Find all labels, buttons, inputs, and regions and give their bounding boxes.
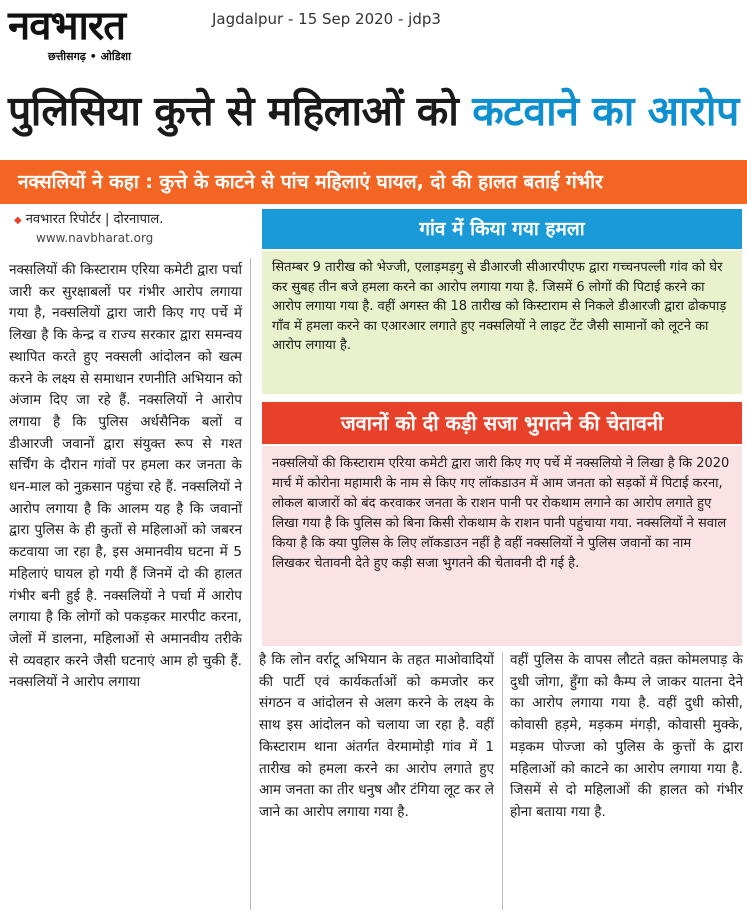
newspaper-logo: नवभारत: [8, 2, 126, 49]
article-column-3: वहीं पुलिस के वापस लौटते वक़्त कोमलपाड़ के दुधी जोगा, हुँगा को कैम्प ले जाकर यातना देने का आरोप लगाया गया है. वहीं दुधी कोसी, कोवासी हड़मे, मड़कम मंगड़ी, कोवासी मुक्के, मड़कम पोज्जा को पुलिस के कुत्तों के द्वारा महिलाओं को काटने का आरोप लगाया गया है. जिसमें से दो महिलाओं की हालत को गंभीर होना बताया गया है.: [510, 652, 743, 820]
logo-subtitle: छत्तीसगढ़ • ओडिशा: [48, 50, 131, 63]
column-divider: [502, 652, 503, 910]
attack-box-body: सितम्बर 9 तारीख को भेज्जी, एलाड़मड़गु से डीआरजी सीआरपीएफ द्वारा गच्चनपल्ली गांव को घेर कर सुबह तीन बजे हमला करने का आरोप लगाया गया है. जिसमें 6 लोगों की पिटाई करने का आरोप लगाया गया है. वहीं अगस्त की 18 तारीख को किस्टाराम से निकले डीआरजी द्वारा ढोकपाड़ गाँव में हमला करने का एआरआर लगाते हुए नक्सलियों ने लाइट टेंट जैसी सामानों को लूटने का आरोप लगाया है.: [262, 251, 742, 394]
column-divider: [250, 258, 251, 910]
byline-text: नवभारत रिपोर्टर | दोरनापाल.: [25, 212, 164, 227]
subheadline: नक्सलियों ने कहा : कुत्ते के काटने से पांच महिलाएं घायल, दो की हालत बताई गंभीर: [0, 160, 747, 204]
warning-box-title: जवानों को दी कड़ी सजा भुगतने की चेतावनी: [262, 402, 742, 444]
headline-part-2: कटवाने का आरोप: [472, 87, 739, 135]
article-column-1: नक्सलियों की किस्टाराम एरिया कमेटी द्वारा पर्चा जारी कर सुरक्षाबलों पर गंभीर आरोप लगाया गया है, नक्सलियों द्वारा जारी किए गए पर्चे में लिखा है कि केन्द्र व राज्य सरकार द्वारा समन्वय स्थापित करते हुए नक्सली आंदोलन को खत्म करने के लक्ष्य से समाधान रणनीति अभियान को अंजाम दिए जा रहे हैं. नक्सलियों ने आरोप लगाया है कि पुलिस अर्धसैनिक बलों व डीआरजी जवानों द्वारा संयुक्त रूप से गश्त सर्चिंग के दौरान गांवों पर हमला कर जनता के धन-माल को नुक़सान पहुंचा रहे हैं. नक्सलियों ने आरोप लगाया है कि आलम यह है कि जवानों द्वारा पुलिस के ही कुतों से महिलाओं को जबरन कटवाया जा रहा है, इस अमानवीय घटना में 5 महिलाएं घायल हो गयी हैं जिनमें दो की हालत गंभीर बनी हुई है. नक्सलियों ने पर्चा में आरोप लगाया है कि लोगों को पकड़कर मारपीट करना, जेलों में डालना, महिलाओं से अमानवीय तरीके से व्यवहार करने जैसी घटनाएं आम हो चुकी हैं. नक्सलियों ने आरोप लगाया: [9, 262, 242, 691]
warning-box-body: नक्सलियों की किस्टाराम एरिया कमेटी द्वारा जारी किए गए पर्चे में नक्सलियो ने लिखा है कि 2020 मार्च में कोरोना महामारी के नाम से किए गए लॉकडाउन में आम जनता को सड़कों में पिटाई करना, लोकल बाजारों को बंद करवाकर जनता के राशन पानी पर रोकथाम लगाने का आरोप लगाते हुए लिखा गया है कि पुलिस को बिना किसी रोकथाम के राशन पानी पहुंचाया गया. नक्सलियों ने सवाल किया है कि क्या पुलिस के लिए लॉकडाउन नहीं है वहीं नक्सलियों ने पुलिस जवानों का नाम लिखकर चेतावनी देते हुए कड़ी सजा भुगतने की चेतावनी दी गई है.: [262, 446, 742, 646]
byline: [14, 209, 163, 227]
article-column-2: है कि लोन वर्राटू अभियान के तहत माओवादियों की पार्टी एवं कार्यकर्ताओं को कमजोर कर संगठन व आंदोलन से अलग करने के लक्ष्य के साथ इस आंदोलन को चलाया जा रहा है. वहीं किस्टाराम थाना अंतर्गत वेरमामोड़ी गांव में 1 तारीख को हमला करने का आरोप लगाते हुए आम जनता का तीर धनुष और टंगिया लूट कर ले जाने का आरोप लगाया गया है.: [259, 652, 494, 820]
headline: [8, 85, 743, 137]
edition-line: Jagdalpur - 15 Sep 2020 - jdp3: [212, 10, 441, 28]
headline-part-1: पुलिसिया कुत्ते से महिलाओं को: [8, 87, 473, 135]
website-url: www.navbharat.org: [36, 231, 154, 245]
attack-box-title: गांव में किया गया हमला: [262, 209, 742, 249]
diamond-bullet-icon: ◆: [14, 215, 22, 226]
